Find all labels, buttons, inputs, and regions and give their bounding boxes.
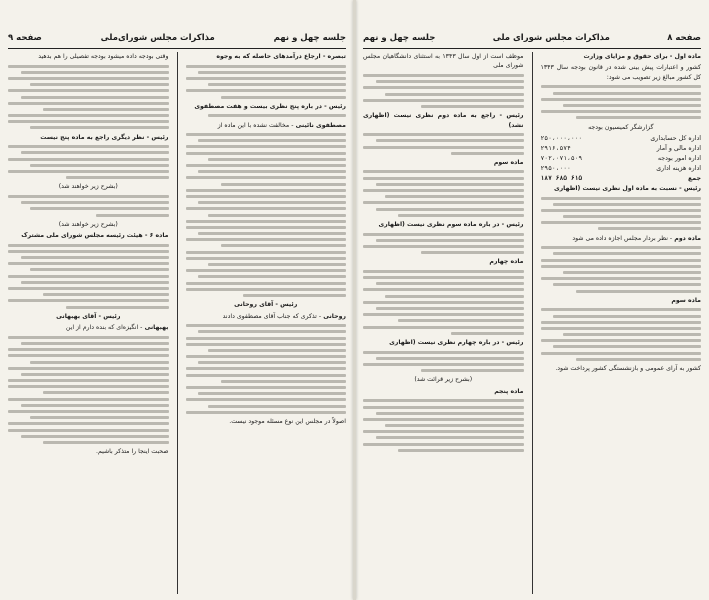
page-9-number: صفحه ۹ (8, 33, 42, 43)
text-line (8, 367, 169, 370)
text-line (30, 416, 168, 419)
text-line (8, 244, 169, 247)
text-line (563, 104, 701, 107)
text-line (541, 85, 702, 88)
page-8-session: جلسه چهل و نهم (363, 33, 436, 43)
text-line (598, 227, 701, 230)
text-line (451, 152, 523, 155)
text-line (8, 429, 169, 432)
closing-line: صحبت اینجا را متذکر باشیم. (96, 448, 169, 456)
text-line (186, 77, 347, 80)
text-line (221, 380, 346, 383)
text-line (221, 183, 346, 186)
text-line (43, 441, 168, 444)
chair-statement: رئیس - نسبت به ماده اول نظری نیست (اظهاری (553, 184, 701, 192)
article-5-label: ماده پنجم (494, 387, 524, 395)
text-line (363, 74, 524, 77)
text-line (363, 326, 524, 329)
text-line (363, 351, 524, 354)
page-9 (0, 0, 354, 600)
text-line (541, 277, 702, 280)
text-line (43, 108, 168, 111)
text-line (8, 145, 169, 148)
text-line (363, 301, 524, 304)
text-line (66, 176, 169, 179)
text-line (541, 110, 702, 113)
text-line (21, 404, 169, 407)
text-line (576, 116, 701, 119)
text-line (8, 348, 169, 351)
text-line (363, 270, 524, 273)
text-line (21, 373, 169, 376)
text-line (553, 92, 701, 95)
text-line (186, 324, 347, 327)
text-line (541, 321, 702, 324)
text-line (385, 424, 523, 427)
article-3-label: ماده سوم (493, 158, 524, 166)
chair-statement: رئیس - نظر دیگری راجع به ماده پنج نیست (40, 133, 169, 141)
text-line (186, 176, 347, 179)
text-line (186, 133, 347, 136)
text-line (186, 282, 347, 285)
text-line (385, 295, 523, 298)
text-line (30, 126, 168, 129)
text-line (186, 238, 347, 241)
text-line (208, 158, 346, 161)
text-line (66, 306, 169, 309)
text-line (21, 201, 169, 204)
text-line (208, 405, 346, 408)
text-line (363, 288, 524, 291)
text-line (553, 283, 701, 286)
text-line (21, 71, 169, 74)
opening-line: وقتی بودجه داده میشود بودجه تفصیلی را هم بدهید (38, 53, 169, 60)
article-1-intro: کشور و اعتبارات پیش بینی شده در قانون بودجه سال ۱۳۴۳ کل کشور مبالغ زیر تصویب می شود: (540, 64, 701, 81)
reporter-line: گزارشگر کمیسیون بودجه (588, 123, 654, 131)
budget-total: جمع ۱۸۷ ۶۸۵ ۶۱۵ (540, 174, 701, 182)
chair-statement: رئیس - در باره پنج نظری بیست و هفت مصطفوی (194, 102, 346, 110)
speaker-name: روحانی - تذکری که جناب آقای مصطفوی دادند (222, 312, 346, 320)
text-line (198, 139, 346, 142)
text-line (186, 374, 347, 377)
text-line (198, 201, 346, 204)
text-line (30, 207, 168, 210)
text-line (398, 449, 523, 452)
text-line (8, 114, 169, 117)
text-line (8, 398, 169, 401)
text-line (376, 307, 524, 310)
text-line (8, 379, 169, 382)
text-line (363, 133, 524, 136)
text-line (421, 105, 524, 108)
page-9-column-left (8, 52, 169, 594)
chair-statement: رئیس - در باره چهارم نظری نیست (اظهاری (389, 338, 524, 346)
text-line (8, 250, 169, 253)
text-line (8, 102, 169, 105)
text-line (208, 214, 346, 217)
text-line (8, 89, 169, 92)
text-line (186, 164, 347, 167)
text-line (30, 268, 168, 271)
text-line (21, 151, 169, 154)
text-line (8, 158, 169, 161)
text-line (186, 207, 347, 210)
text-line (563, 215, 701, 218)
text-line (563, 333, 701, 336)
budget-items (541, 134, 702, 184)
text-line (376, 183, 524, 186)
text-line (363, 276, 524, 279)
text-line (186, 269, 347, 272)
text-line (30, 83, 168, 86)
text-line (186, 145, 347, 148)
text-line (8, 410, 169, 413)
text-line (363, 146, 524, 149)
text-line (541, 259, 702, 262)
text-line (363, 399, 524, 402)
text-line (208, 349, 346, 352)
article-4-label: ماده چهارم (489, 258, 524, 266)
text-line (363, 177, 524, 180)
text-line (421, 251, 524, 254)
text-line (186, 257, 347, 260)
text-line (198, 361, 346, 364)
text-line (541, 339, 702, 342)
text-line (576, 290, 701, 293)
reading-note: (بشرح زیر قرائت شد) (414, 376, 473, 384)
text-line (8, 275, 169, 278)
text-line (208, 83, 346, 86)
page-8-number: صفحه ۸ (667, 33, 701, 43)
text-line (21, 96, 169, 99)
text-line (186, 226, 347, 229)
text-line (8, 336, 169, 339)
tabsare-line: تبصره - ارجاع درآمدهای حاصله که به وجوه (216, 53, 346, 60)
text-line (198, 392, 346, 395)
text-line (385, 195, 523, 198)
text-line (8, 77, 169, 80)
page-9-header (8, 30, 346, 49)
text-line (363, 189, 524, 192)
page-9-column-right (186, 52, 347, 594)
text-line (376, 412, 524, 415)
text-line (376, 282, 524, 285)
text-line (398, 214, 523, 217)
text-line (186, 220, 347, 223)
text-line (541, 327, 702, 330)
text-line (376, 80, 524, 83)
speaker-name: مصطفوی نائینی - مخالفت نشده با این ماده از (217, 121, 346, 129)
text-line (398, 319, 523, 322)
page-9-session: جلسه چهل و نهم (273, 33, 346, 43)
text-line (186, 288, 347, 291)
text-line (8, 170, 169, 173)
budget-item: اداره هزینه اداری ۲۹۵۰،۰۰۰ (540, 164, 701, 172)
text-line (376, 208, 524, 211)
text-line (576, 358, 701, 361)
closing-line: اصولاً در مجلس این نوع مسئله موجود نیست. (229, 417, 346, 425)
text-line (208, 114, 346, 117)
text-line (186, 343, 347, 346)
text-line (186, 89, 347, 92)
text-line (541, 352, 702, 355)
text-line (376, 239, 524, 242)
text-line (8, 65, 169, 68)
page-8-header (363, 30, 701, 49)
text-line (541, 197, 702, 200)
article-3: ماده سوم (671, 296, 701, 304)
text-line (363, 418, 524, 421)
text-line (186, 65, 347, 68)
text-line (221, 244, 346, 247)
text-line (221, 96, 346, 99)
text-line (186, 367, 347, 370)
text-line (186, 355, 347, 358)
speaker-call: رئیس - آقای بهبهانی (56, 312, 121, 320)
text-line (208, 263, 346, 266)
text-line (186, 411, 347, 414)
text-line (8, 385, 169, 388)
text-line (186, 398, 347, 401)
text-line (541, 246, 702, 249)
text-line (186, 189, 347, 192)
text-line (363, 99, 524, 102)
text-line (198, 232, 346, 235)
text-line (553, 252, 701, 255)
text-line (553, 345, 701, 348)
text-line (43, 293, 168, 296)
text-line (363, 430, 524, 433)
text-line (553, 315, 701, 318)
text-line (198, 71, 346, 74)
text-line (96, 214, 168, 217)
speaker-name: بهبهانی - انگیزه‌ای که بنده دارم از این (65, 324, 169, 332)
text-line (186, 386, 347, 389)
opening-line: موظف است از اول سال ۱۳۴۳ به استثنای دانشگاهیان مجلس شورای ملی (363, 53, 524, 70)
text-line (363, 313, 524, 316)
text-line (363, 245, 524, 248)
text-line (451, 332, 523, 335)
vote-note: (بشرح زیر خواهند شد) (58, 183, 118, 191)
text-line (8, 262, 169, 265)
budget-item: اداره کل حسابداری ۲۵۰،۰۰۰،۰۰۰ (540, 134, 701, 142)
text-line (363, 443, 524, 446)
text-line (421, 369, 524, 372)
text-line (363, 170, 524, 173)
text-line (8, 299, 169, 302)
text-line (186, 337, 347, 340)
text-line (186, 195, 347, 198)
text-line (553, 203, 701, 206)
column-divider (177, 52, 178, 594)
vote-note: (بشرح زیر خواهند شد) (58, 220, 118, 228)
text-line (363, 86, 524, 89)
text-line (8, 354, 169, 357)
text-line (376, 436, 524, 439)
text-line (376, 139, 524, 142)
text-line (186, 251, 347, 254)
text-line (21, 256, 169, 259)
budget-item: اداره امور بودجه ۷۰۲،۰۷۱،۵۰۹ (540, 154, 701, 162)
text-line (43, 391, 168, 394)
text-line (363, 363, 524, 366)
text-line (198, 275, 346, 278)
text-line (198, 330, 346, 333)
text-line (363, 233, 524, 236)
text-line (8, 195, 169, 198)
text-line (541, 209, 702, 212)
text-line (541, 98, 702, 101)
text-line (8, 287, 169, 290)
text-line (30, 164, 168, 167)
speaker-call: رئیس - آقای روحانی (234, 301, 298, 309)
text-line (30, 361, 168, 364)
text-line (21, 342, 169, 345)
article-1: ماده اول - برای حقوق و مزایای وزارت (583, 53, 701, 60)
text-line (21, 435, 169, 438)
text-line (563, 271, 701, 274)
budget-item: اداره مالی و آمار ۲۹۱۶،۵۷۴ (540, 144, 701, 152)
text-line (541, 308, 702, 311)
text-line (541, 265, 702, 268)
page-8-title: مذاکرات مجلس شورای ملی (492, 33, 610, 43)
article-2: ماده دوم - نظر بردار مجلس اجازه داده می شود (572, 234, 701, 242)
page-8-column-right (541, 52, 702, 594)
text-line (363, 406, 524, 409)
text-line (21, 281, 169, 284)
text-line (198, 170, 346, 173)
text-line (376, 357, 524, 360)
text-line (8, 422, 169, 425)
text-line (8, 120, 169, 123)
column-divider (532, 52, 533, 594)
page-9-title: مذاکرات مجلس شورای‌ملی (100, 33, 215, 43)
article-6: ماده ۶ - هیئت رئیسه مجلس شورای ملی مشترک (21, 232, 169, 240)
text-line (363, 201, 524, 204)
text-line (186, 152, 347, 155)
chair-statement: رئیس - در باره ماده سوم نظری نیست (اظهاری (378, 220, 524, 228)
closing-line: کشور به آرای عمومی و بازنشستگی کشور پرداخت شود. (555, 365, 701, 373)
chair-statement: رئیس - راجع به ماده دوم نظری نیست (اظهاری نشد) (363, 112, 524, 129)
text-line (385, 93, 523, 96)
page-8-column-left (363, 52, 524, 594)
page-8 (355, 0, 709, 600)
text-line (541, 221, 702, 224)
text-line (243, 294, 346, 297)
